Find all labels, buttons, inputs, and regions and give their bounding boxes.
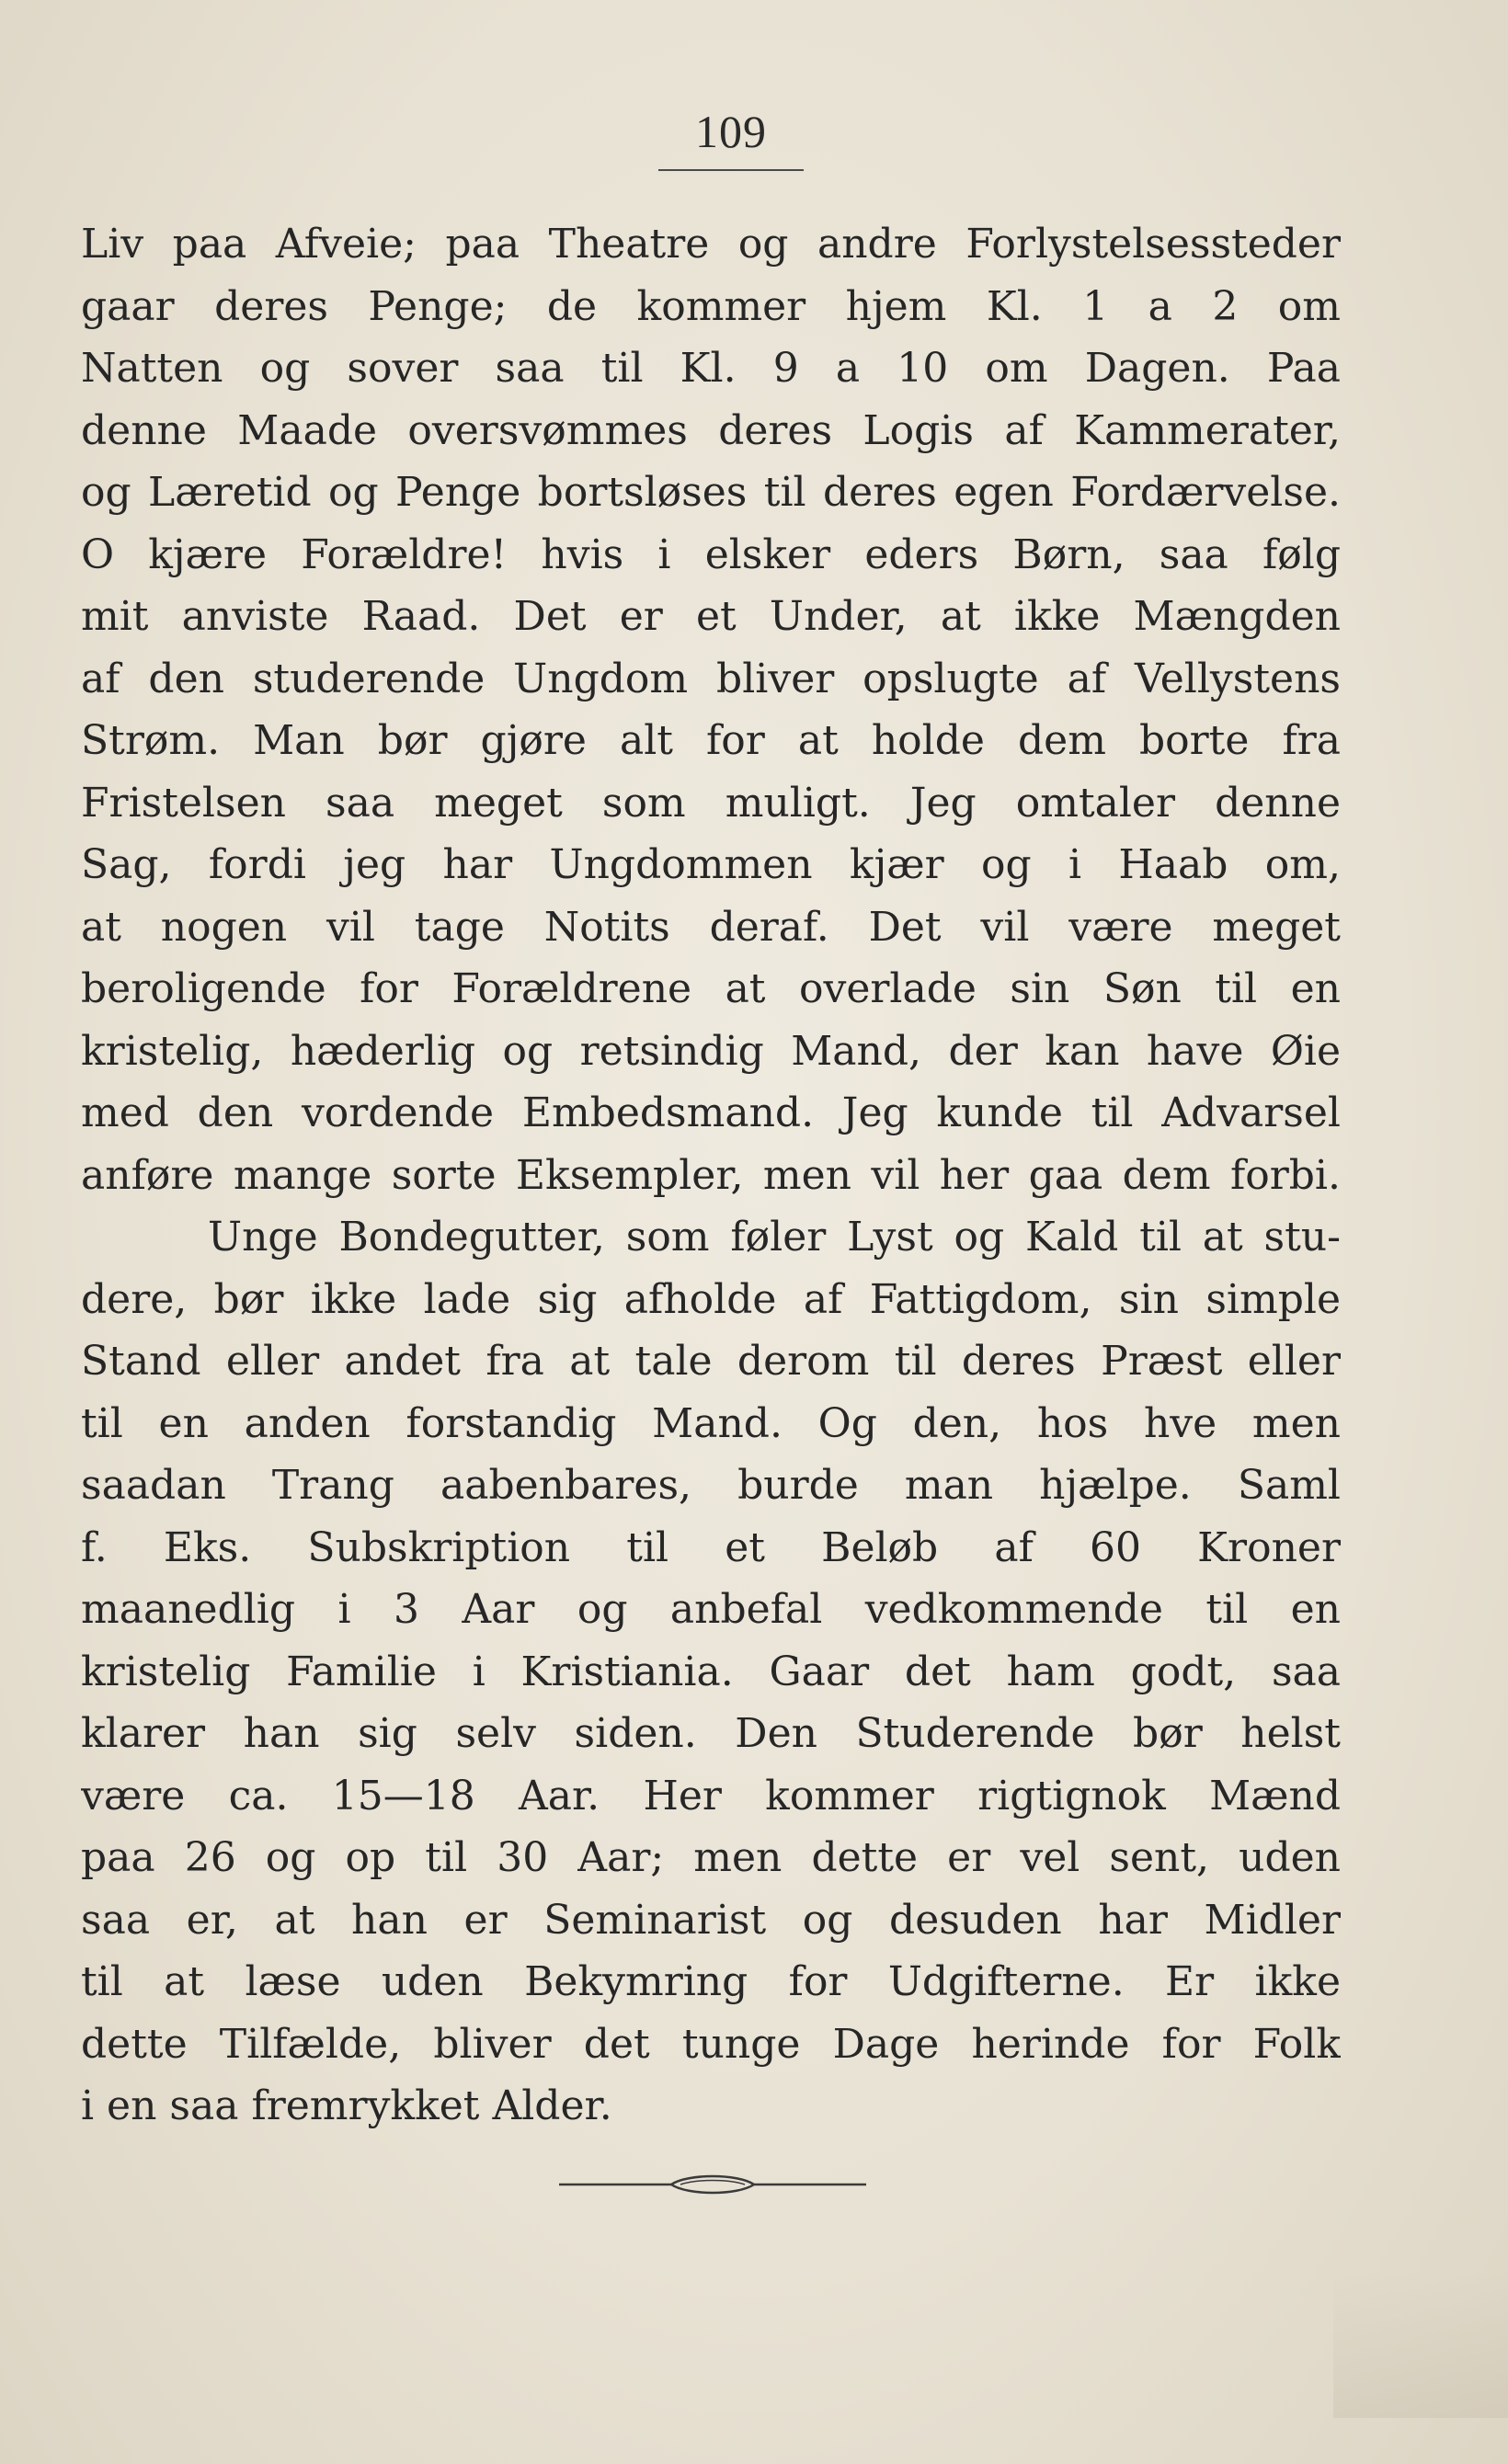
text-line: f. Eks. Subskription til et Beløb af 60 Kroner [81, 1523, 1341, 1571]
end-ornament-divider [559, 2172, 866, 2197]
text-line: til at læse uden Bekymring for Udgifterne. Er ikke [81, 1958, 1341, 2005]
text-line: Sag, fordi jeg har Ungdommen kjær og i Haab om, [81, 841, 1341, 888]
text-line-paragraph-start: Unge Bondegutter, som føler Lyst og Kald til at stu- [208, 1214, 1341, 1261]
text-line: anføre mange sorte Eksempler, men vil her gaa dem forbi. [81, 1151, 1341, 1199]
text-line: kristelig Familie i Kristiania. Gaar det ham godt, saa [81, 1648, 1341, 1695]
text-line: saa er, at han er Seminarist og desuden har Midler [81, 1896, 1341, 1944]
text-line: at nogen vil tage Notits deraf. Det vil være meget [81, 903, 1341, 951]
text-line: og Læretid og Penge bortsløses til deres egen Fordærvelse. [81, 469, 1341, 516]
text-line: saadan Trang aabenbares, burde man hjælpe. Saml [81, 1462, 1341, 1509]
text-line-last: i en saa fremrykket Alder. [81, 2082, 612, 2129]
page-number-underline [658, 169, 804, 171]
text-line: mit anviste Raad. Det er et Under, at ikke Mængden [81, 593, 1341, 640]
text-line: klarer han sig selv siden. Den Studerende bør helst [81, 1710, 1341, 1757]
text-line: dette Tilfælde, bliver det tunge Dage herinde for Folk [81, 2020, 1341, 2068]
text-line: med den vordende Embedsmand. Jeg kunde til Advarsel [81, 1089, 1341, 1136]
text-line: kristelig, hæderlig og retsindig Mand, der kan have Øie [81, 1027, 1341, 1075]
text-line: Natten og sover saa til Kl. 9 a 10 om Dagen. Paa [81, 345, 1341, 392]
text-line: Liv paa Afveie; paa Theatre og andre Forlystelsessteder [81, 221, 1341, 268]
text-line: Strøm. Man bør gjøre alt for at holde dem borte fra [81, 717, 1341, 764]
show-through-shadow [1333, 2271, 1508, 2418]
text-line: O kjære Forældre! hvis i elsker eders Børn, saa følg [81, 530, 1341, 578]
page-number: 109 [695, 106, 767, 157]
text-line: denne Maade oversvømmes deres Logis af Kammerater, [81, 406, 1341, 454]
text-line: maanedlig i 3 Aar og anbefal vedkommende til en [81, 1586, 1341, 1633]
text-line: af den studerende Ungdom bliver opslugte af Vellystens [81, 655, 1341, 702]
text-line: beroligende for Forældrene at overlade sin Søn til en [81, 965, 1341, 1012]
text-line: til en anden forstandig Mand. Og den, hos hve men [81, 1399, 1341, 1447]
body-text [81, 213, 1341, 2138]
text-line: Stand eller andet fra at tale derom til deres Præst eller [81, 1338, 1341, 1385]
text-line: gaar deres Penge; de kommer hjem Kl. 1 a 2 om [81, 282, 1341, 330]
page-number-container [658, 106, 804, 157]
text-line: paa 26 og op til 30 Aar; men dette er vel sent, uden [81, 1834, 1341, 1881]
text-line: dere, bør ikke lade sig afholde af Fattigdom, sin simple [81, 1275, 1341, 1323]
text-line: Fristelsen saa meget som muligt. Jeg omtaler denne [81, 779, 1341, 827]
text-line: være ca. 15—18 Aar. Her kommer rigtignok Mænd [81, 1772, 1341, 1819]
